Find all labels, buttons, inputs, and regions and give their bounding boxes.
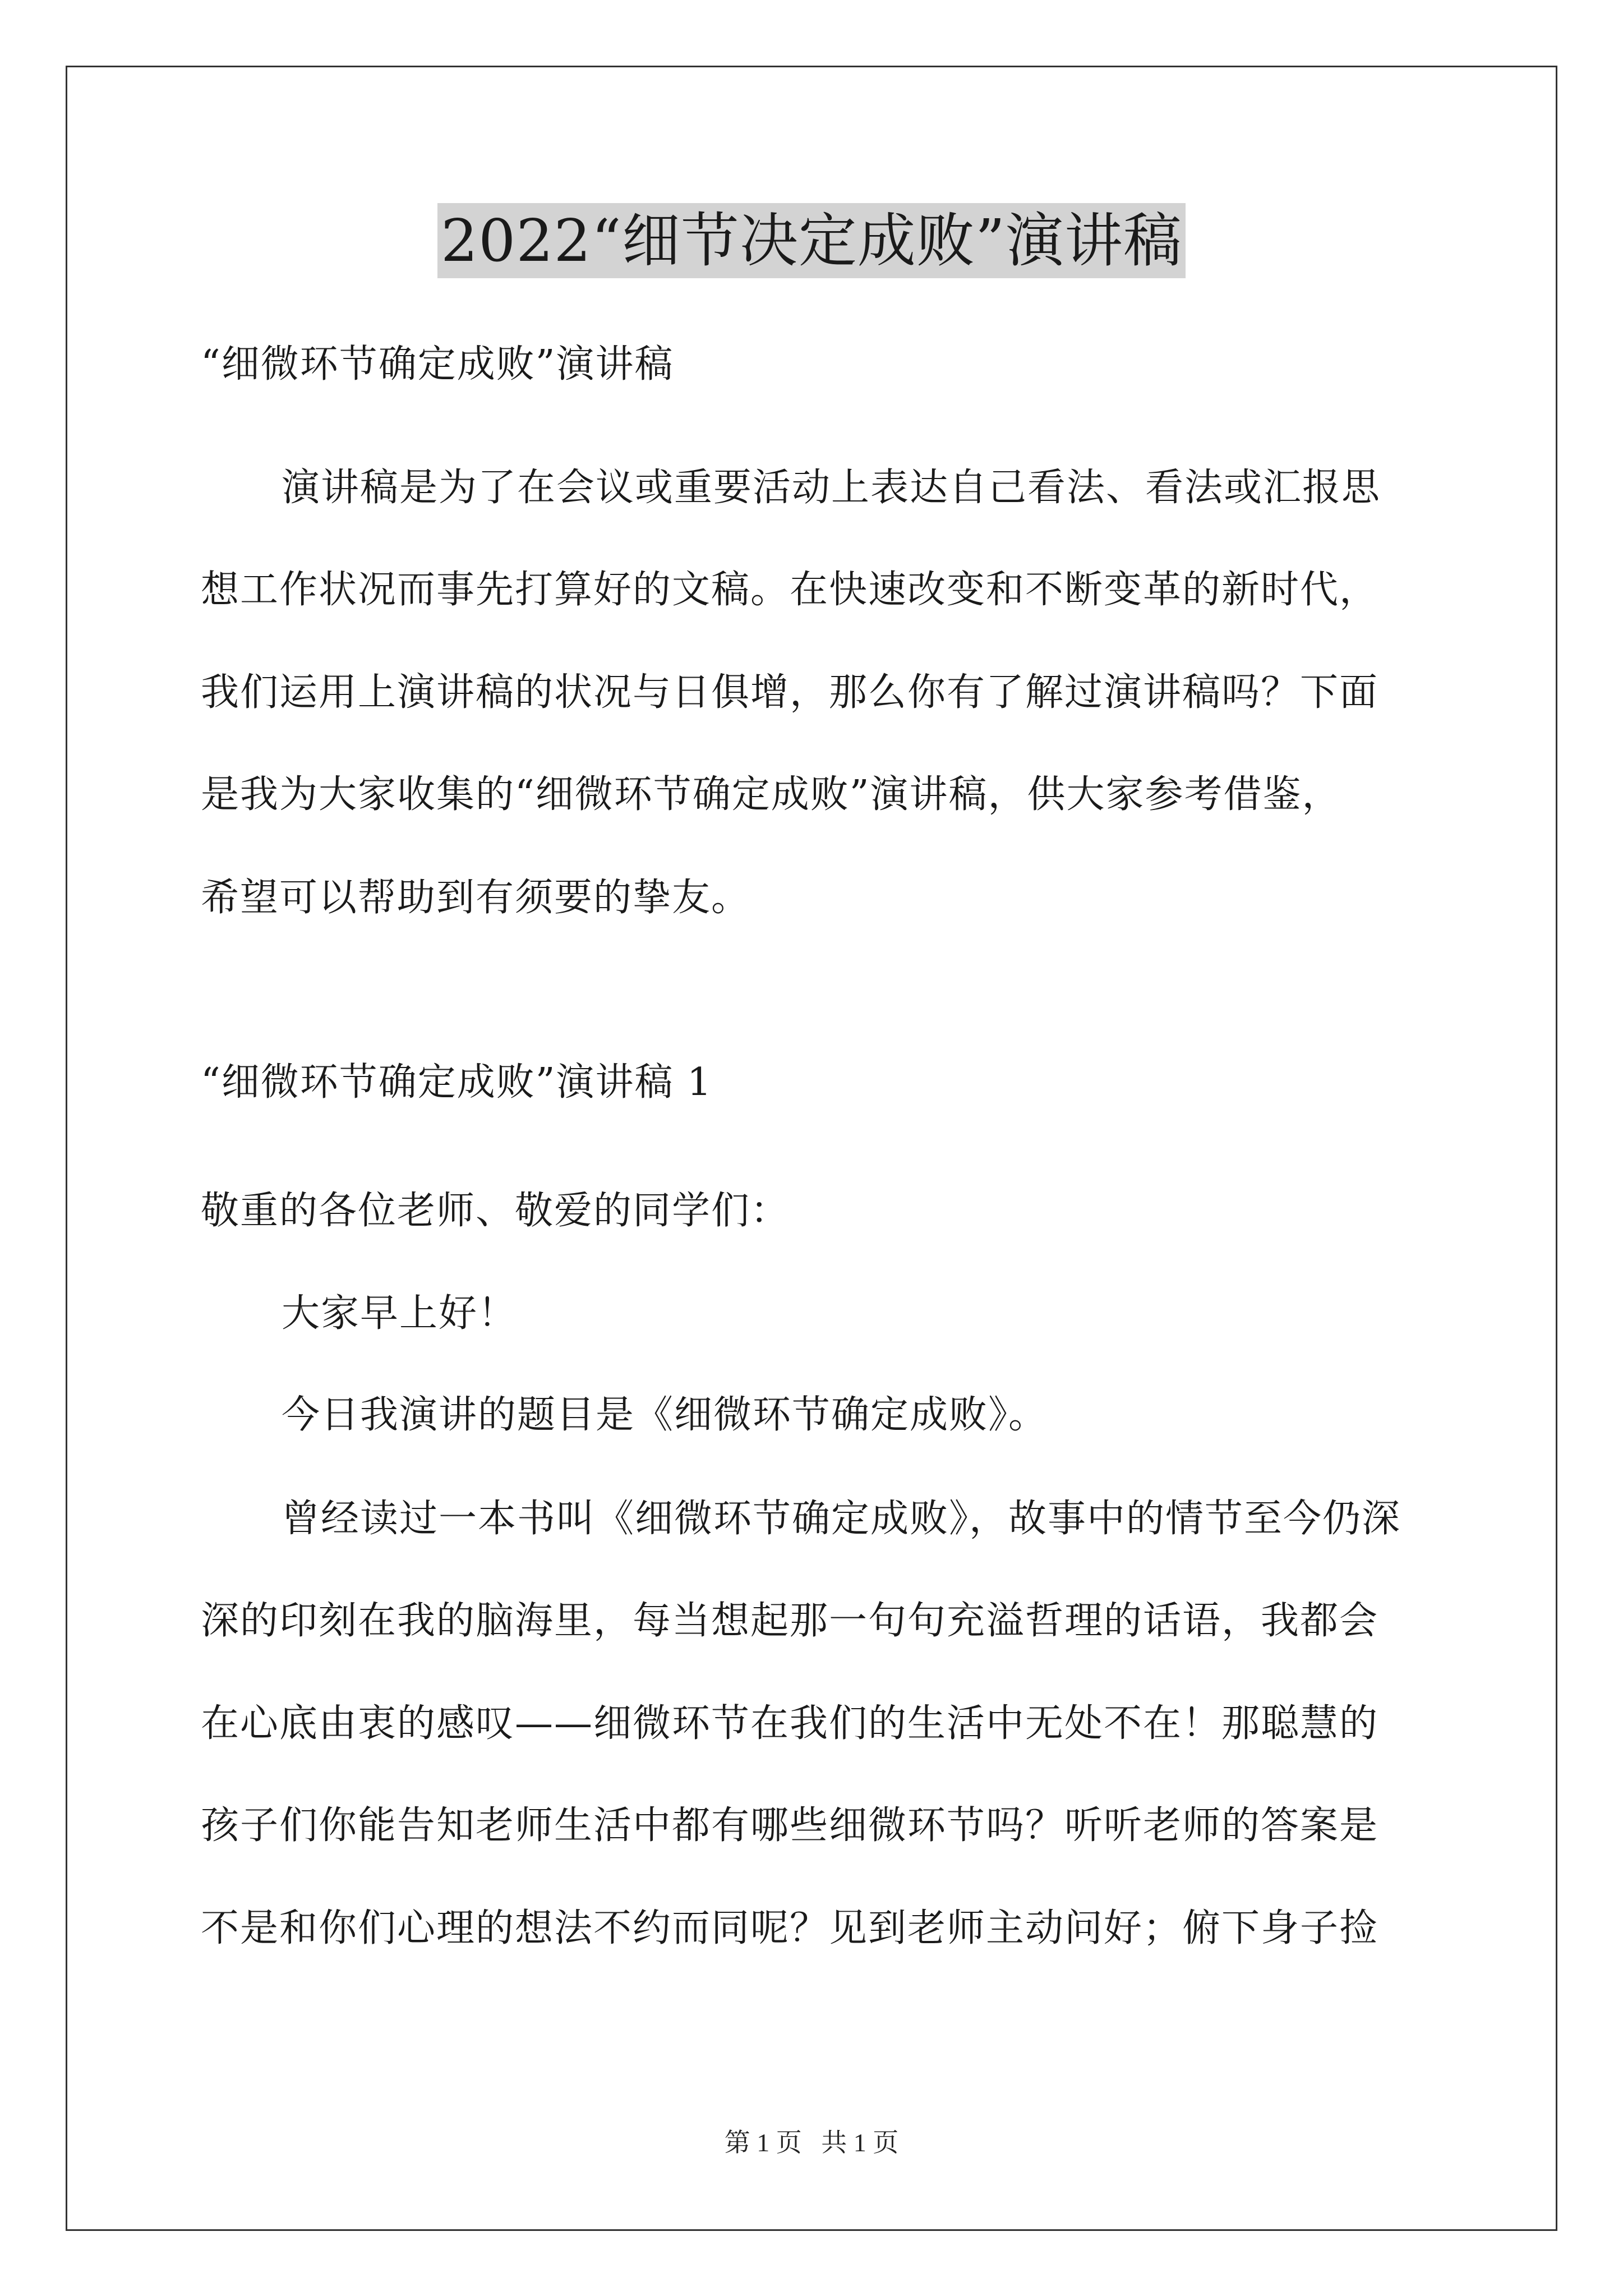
page-total: 共 1 页: [821, 2128, 899, 2157]
paragraph-line: 想工作状况而事先打算好的文稿。在快速改变和不断变革的新时代，: [201, 568, 1379, 612]
paragraph-line: 曾经读过一本书叫《细微环节确定成败》，故事中的情节至今仍深: [282, 1497, 1401, 1541]
paragraph-line: 不是和你们心理的想法不约而同呢？见到老师主动问好；俯下身子捡: [201, 1906, 1379, 1950]
salutation-line: 敬重的各位老师、敬爱的同学们：: [201, 1189, 790, 1233]
paragraph-line: 希望可以帮助到有须要的挚友。: [201, 876, 751, 920]
subtitle-line: “细微环节确定成败”演讲稿: [201, 342, 674, 386]
paragraph-line: 演讲稿是为了在会议或重要活动上表达自己看法、看法或汇报思: [282, 466, 1381, 510]
paragraph-line: 今日我演讲的题目是《细微环节确定成败》。: [282, 1393, 1048, 1437]
paragraph-line: 深的印刻在我的脑海里，每当想起那一句句充溢哲理的话语，我都会: [201, 1599, 1379, 1643]
title-container: [0, 203, 1623, 278]
greeting-line: 大家早上好！: [282, 1291, 518, 1336]
page-footer: [0, 2126, 1623, 2160]
document-title: 2022“细节决定成败”演讲稿: [437, 203, 1186, 278]
paragraph-line: 孩子们你能告知老师生活中都有哪些细微环节吗？听听老师的答案是: [201, 1803, 1379, 1848]
paragraph-line: 是我为大家收集的“细微环节确定成败”演讲稿，供大家参考借鉴，: [201, 772, 1341, 817]
paragraph-line: 我们运用上演讲稿的状况与日俱增，那么你有了解过演讲稿吗？下面: [201, 670, 1379, 715]
paragraph-line: 在心底由衷的感叹——细微环节在我们的生活中无处不在！那聪慧的: [201, 1701, 1379, 1746]
page-number: 第 1 页: [724, 2128, 802, 2157]
section-heading: “细微环节确定成败”演讲稿 1: [201, 1060, 713, 1105]
